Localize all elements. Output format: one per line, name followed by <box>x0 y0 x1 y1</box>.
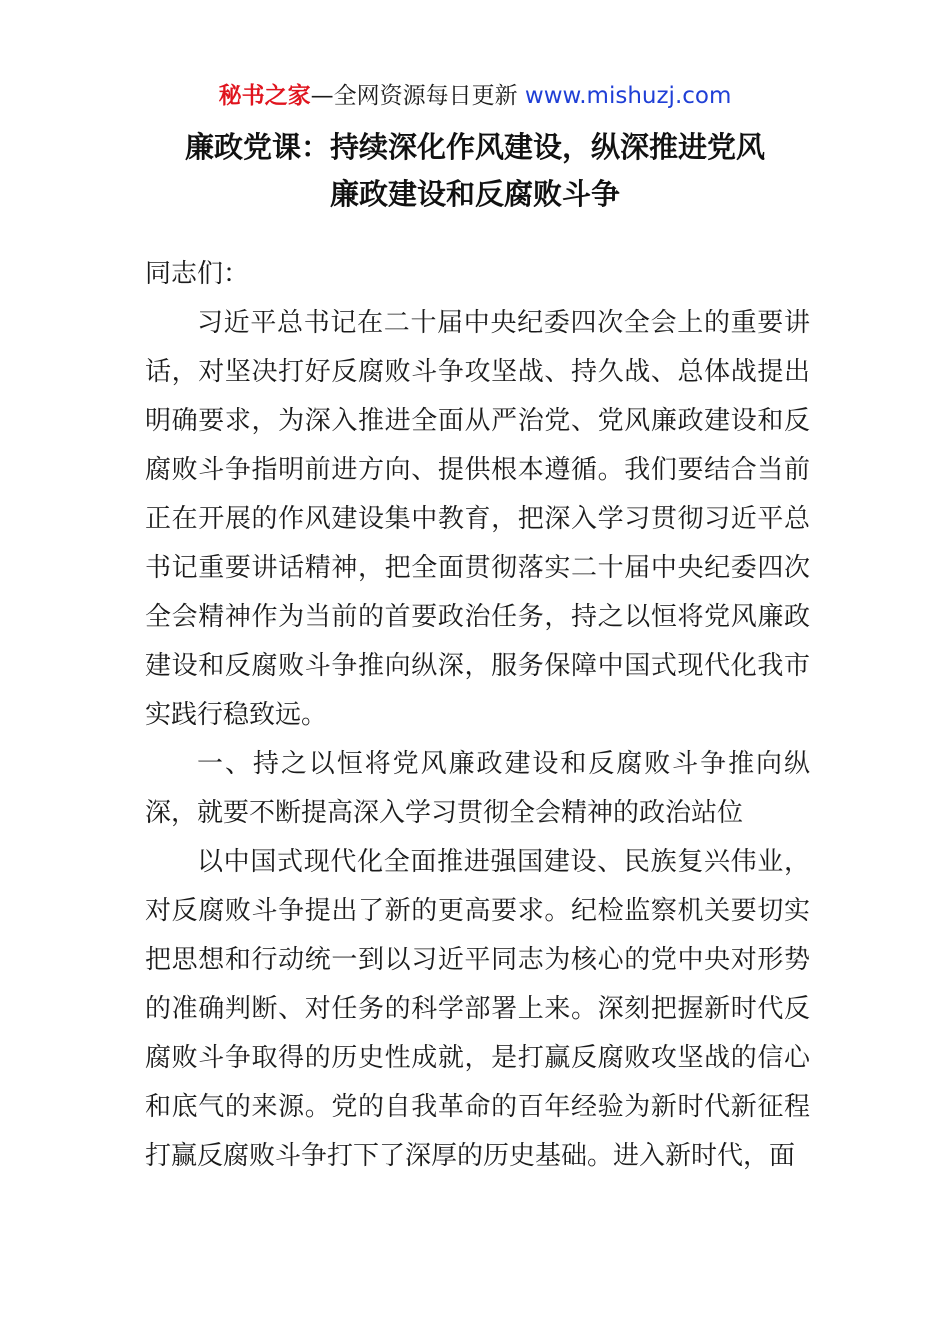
header-tagline: —全网资源每日更新 <box>310 83 525 109</box>
paragraph-intro: 习近平总书记在二十届中央纪委四次全会上的重要讲话，对坚决打好反腐败斗争攻坚战、持久战、总体战提出明确要求，为深入推进全面从严治党、党风廉政建设和反腐败斗争指明前进方向、提供根本遵循。我们要结合当前正在开展的作风建设集中教育，把深入学习贯彻习近平总书记重要讲话精神，把全面贯彻落实二十届中央纪委四次全会精神作为当前的首要政治任务，持之以恒将党风廉政建设和反腐败斗争推向纵深，服务保障中国式现代化我市实践行稳致远。 <box>145 308 810 730</box>
salutation: 同志们： <box>145 259 250 289</box>
site-url-link[interactable]: www.mishuzj.com <box>524 83 732 109</box>
paragraph-section-1: 以中国式现代化全面推进强国建设、民族复兴伟业，对反腐败斗争提出了新的更高要求。纪检监察机关要切实把思想和行动统一到以习近平同志为核心的党中央对形势的准确判断、对任务的科学部署上来。深刻把握新时代反腐败斗争取得的历史性成就，是打赢反腐败攻坚战的信心和底气的来源。党的自我革命的百年经验为新时代新征程打赢反腐败斗争打下了深厚的历史基础。进入新时代，面 <box>145 847 810 1171</box>
section-heading-1: 一、持之以恒将党风廉政建设和反腐败斗争推向纵深，就要不断提高深入学习贯彻全会精神的政治站位 <box>145 749 810 828</box>
brand-name: 秘书之家 <box>218 83 311 109</box>
title-line-2: 廉政建设和反腐败斗争 <box>329 177 620 211</box>
document-body <box>145 250 810 1181</box>
title-line-1: 廉政党课：持续深化作风建设，纵深推进党风 <box>184 130 765 164</box>
document-title <box>110 124 840 218</box>
site-header <box>0 80 950 112</box>
